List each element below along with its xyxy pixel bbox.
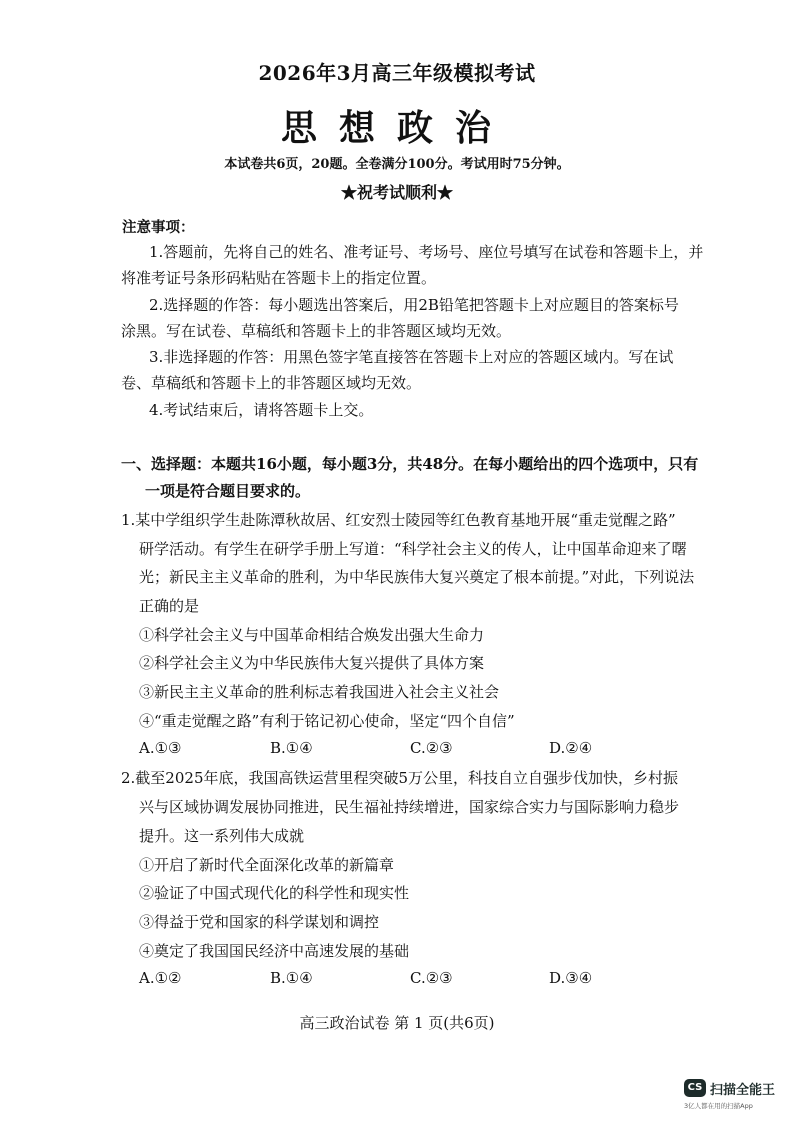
question-1-stem: 1.某中学组织学生赴陈潭秋故居、红安烈士陵园等红色教育基地开展“重走觉醒之路” <box>121 511 676 529</box>
page-footer: 高三政治试卷 第 1 页(共6页) <box>299 1014 495 1032</box>
question-1-option-a: A.①③ <box>139 739 182 757</box>
question-1-statement: ①科学社会主义与中国革命相结合焕发出强大生命力 <box>139 626 485 644</box>
good-luck-banner: ★祝考试顺利★ <box>340 183 453 202</box>
question-2-statement: ②验证了中国式现代化的科学性和现实性 <box>139 884 410 902</box>
notice-line: 1.答题前，先将自己的姓名、准考证号、考场号、座位号填写在试卷和答题卡上，并 <box>149 243 704 261</box>
notice-line: 将准考证号条形码粘贴在答题卡上的指定位置。 <box>121 269 437 287</box>
scanner-logo-icon: CS <box>684 1079 706 1097</box>
question-1-option-c: C.②③ <box>410 739 453 757</box>
question-2-statement: ④奠定了我国国民经济中高速发展的基础 <box>139 942 410 960</box>
scanner-watermark <box>684 1077 790 1117</box>
notice-line: 涂黑。写在试卷、草稿纸和答题卡上的非答题区域均无效。 <box>121 322 512 340</box>
question-1-stem: 光；新民主主义革命的胜利，为中华民族伟大复兴奠定了根本前提。”对此，下列说法 <box>139 568 695 586</box>
question-2-option-b: B.①④ <box>270 969 313 987</box>
section-heading: 一、选择题：本题共16小题，每小题3分，共48分。在每小题给出的四个选项中，只有 <box>121 455 699 473</box>
question-1-option-d: D.②④ <box>549 739 593 757</box>
question-2-stem: 兴与区域协调发展协同推进，民生福祉持续增进，国家综合实力与国际影响力稳步 <box>139 798 680 816</box>
question-2-option-c: C.②③ <box>410 969 453 987</box>
scanner-tagline: 3亿人都在用的扫描App <box>684 1102 753 1110</box>
exam-title: 2026年3月高三年级模拟考试 <box>258 61 536 85</box>
notice-line: 3.非选择题的作答：用黑色签字笔直接答在答题卡上对应的答题区域内。写在试 <box>149 348 674 366</box>
exam-info: 本试卷共6页，20题。全卷满分100分。考试用时75分钟。 <box>224 157 570 172</box>
question-1-option-b: B.①④ <box>270 739 313 757</box>
question-1-statement: ④“重走觉醒之路”有利于铭记初心使命，坚定“四个自信” <box>139 712 515 730</box>
question-2-option-a: A.①② <box>139 969 182 987</box>
section-heading-cont: 一项是符合题目要求的。 <box>145 482 311 500</box>
subject-title: 思想政治 <box>280 107 513 149</box>
scanner-app-name: 扫描全能王 <box>710 1083 776 1098</box>
question-1-statement: ③新民主主义革命的胜利标志着我国进入社会主义社会 <box>139 683 500 701</box>
question-2-stem: 提升。这一系列伟大成就 <box>139 827 305 845</box>
question-1-stem: 正确的是 <box>139 597 200 615</box>
question-2-statement: ③得益于党和国家的科学谋划和调控 <box>139 913 380 931</box>
notice-heading: 注意事项： <box>122 219 195 236</box>
question-2-statement: ①开启了新时代全面深化改革的新篇章 <box>139 856 395 874</box>
question-1-stem: 研学活动。有学生在研学手册上写道：“科学社会主义的传人，让中国革命迎来了曙 <box>139 540 687 558</box>
notice-line: 卷、草稿纸和答题卡上的非答题区域均无效。 <box>121 374 422 392</box>
question-2-stem: 2.截至2025年底，我国高铁运营里程突破5万公里，科技自立自强步伐加快，乡村振 <box>121 769 679 787</box>
question-1-statement: ②科学社会主义为中华民族伟大复兴提供了具体方案 <box>139 654 485 672</box>
notice-line: 2.选择题的作答：每小题选出答案后，用2B铅笔把答题卡上对应题目的答案标号 <box>149 296 679 314</box>
notice-line: 4.考试结束后，请将答题卡上交。 <box>149 401 374 419</box>
question-2-option-d: D.③④ <box>549 969 593 987</box>
